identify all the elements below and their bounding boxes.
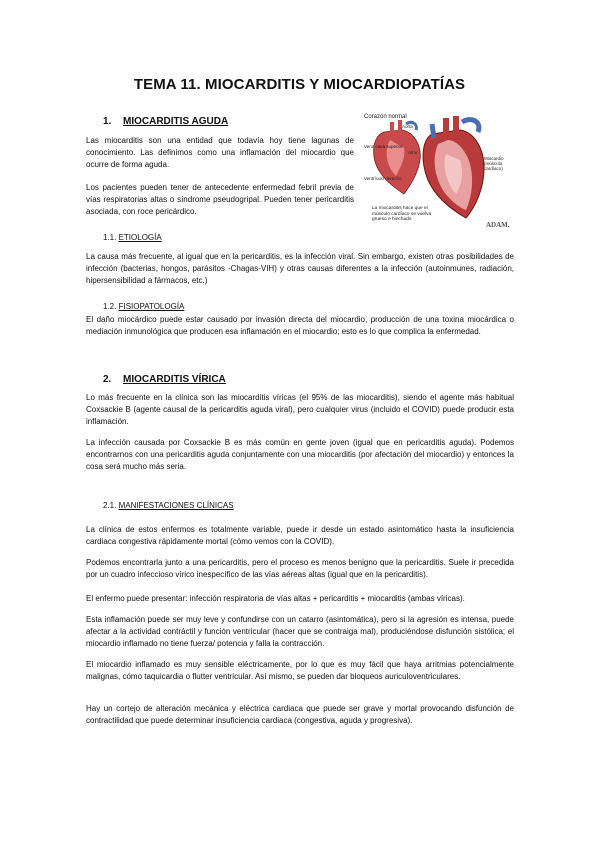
paragraph: El daño miocárdico puede estar causado por invasión directa del miocardio, producción de una toxina miocárdica o mediación inmunológica que producen esa inflamación en el miocardio; esto es lo que complica la enfermedad. (86, 315, 514, 336)
paragraph: La causa más frecuente, al igual que en la pericarditis, es la infección viral. Sin embargo, existen otras posibilidades de infección (bacterias, hongos, parásitos -Chagas-VIH) y otras causas diferentes a la infección (autoinmunes, radiación, hipersensibilidad a fármacos, etc.) (86, 252, 514, 285)
paragraph: Lo más frecuente en la clínica son las miocarditis víricas (el 95% de las miocarditis), siendo el agente más habitual Coxsackie B (agente causal de la pericarditis aguda viral), pero cualquier virus (incluido el COVID) puede producir esta inflamación. (86, 393, 514, 426)
figure-label-top: Corazón normal (364, 114, 407, 120)
figure-credit-logo: ADAM. (486, 221, 510, 229)
figure-label-miocardio: Miocardio (músculo cardíaco) (484, 156, 504, 171)
paragraph: Esta inflamación puede ser muy leve y confundirse con un catarro (asintomática), pero si la agresión es intensa, puede afectar a la actividad contráctil y función ventricular (hacer que se contraiga mal), produciéndose disfunción sistólica; el miocardio inflamado no tiene fuerza/ potencia y falla la contracción. (86, 615, 514, 648)
paragraph: La clínica de estos enfermos es totalmente variable, puede ir desde un estado asintomático hasta la insuficiencia cardiaca congestiva rápidamente mortal (cómo vemos con la COVID). (86, 525, 514, 546)
subsection-title: MANIFESTACIONES CLÍNICAS (118, 501, 234, 510)
section-number: 1. (103, 116, 112, 127)
figure-label-venacava: Vena cava superior (364, 144, 403, 149)
paragraph: Los pacientes pueden tener de antecedente enfermedad febril previa de vías respiratorias altas o síndrome pseudogripal. Pueden tener pericarditis asociada, con roce pericárdico. (86, 183, 354, 216)
section-heading-miocarditis-aguda (103, 116, 228, 127)
subsection-title: FISIOPATOLOGÍA (118, 302, 185, 311)
paragraph: El miocardio inflamado es muy sensible eléctricamente, por lo que es muy fácil que haya arritmias potencialmente malignas, cómo taquicardia o flutter ventricular. Así mismo, se pueden dar bloqueos auriculoventriculares. (86, 660, 514, 681)
figure-label-ventriculo: Ventrículo derecho (364, 176, 402, 181)
subsection-heading-manifestaciones (103, 501, 234, 510)
heart-illustration (362, 110, 518, 230)
subsection-number: 1.2. (103, 302, 117, 311)
subsection-number: 1.1. (103, 233, 117, 242)
subsection-heading-etiologia (103, 233, 162, 242)
paragraph: Podemos encontrarla junto a una pericarditis, pero el proceso es menos benigno que la pericarditis. Suele ir precedida por un cuadro infeccioso vírico inespecífico de las vías aéreas altas (igual que en la pericarditis). (86, 558, 514, 579)
section-title: MIOCARDITIS AGUDA (123, 116, 229, 127)
page-title: TEMA 11. MIOCARDITIS Y MIOCARDIOPATÍAS (133, 76, 466, 93)
figure-label-aorta: Aorta (402, 124, 413, 129)
section-title: MIOCARDITIS VÍRICA (123, 374, 226, 385)
section-number: 2. (103, 374, 112, 385)
paragraph: Las miocarditis son una entidad que todavía hoy tiene lagunas de conocimiento. Las definimos como una inflamación del miocardio que ocurre de forma aguda. (86, 136, 354, 169)
subsection-title: ETIOLOGÍA (118, 233, 162, 242)
subsection-number: 2.1. (103, 501, 117, 510)
paragraph: El enfermo puede presentar: infección respiratoria de vías altas + pericarditis + miocarditis (ambas víricas). (86, 594, 465, 603)
section-heading-miocarditis-virica (103, 374, 226, 385)
subsection-heading-fisiopatologia (103, 302, 184, 311)
figure-label-atrio: Atrio (408, 150, 418, 155)
figure-caption: La miocarditis hace que el músculo cardíaco se vuelva grueso e hinchado (372, 206, 432, 222)
paragraph: Hay un cortejo de alteración mecánica y eléctrica cardiaca que puede ser grave y mortal provocando disfunción de contractilidad que puede determinar insuficiencia cardiaca (congestiva, aguda y progresiva). (86, 704, 514, 725)
paragraph: La infección causada por Coxsackie B es más común en gente joven (igual que en pericarditis aguda). Podemos encontrarnos con una pericarditis aguda conjuntamente con una miocarditis (por afectación del miocardio) y entonces la cosa será mucho más seria. (86, 438, 514, 471)
